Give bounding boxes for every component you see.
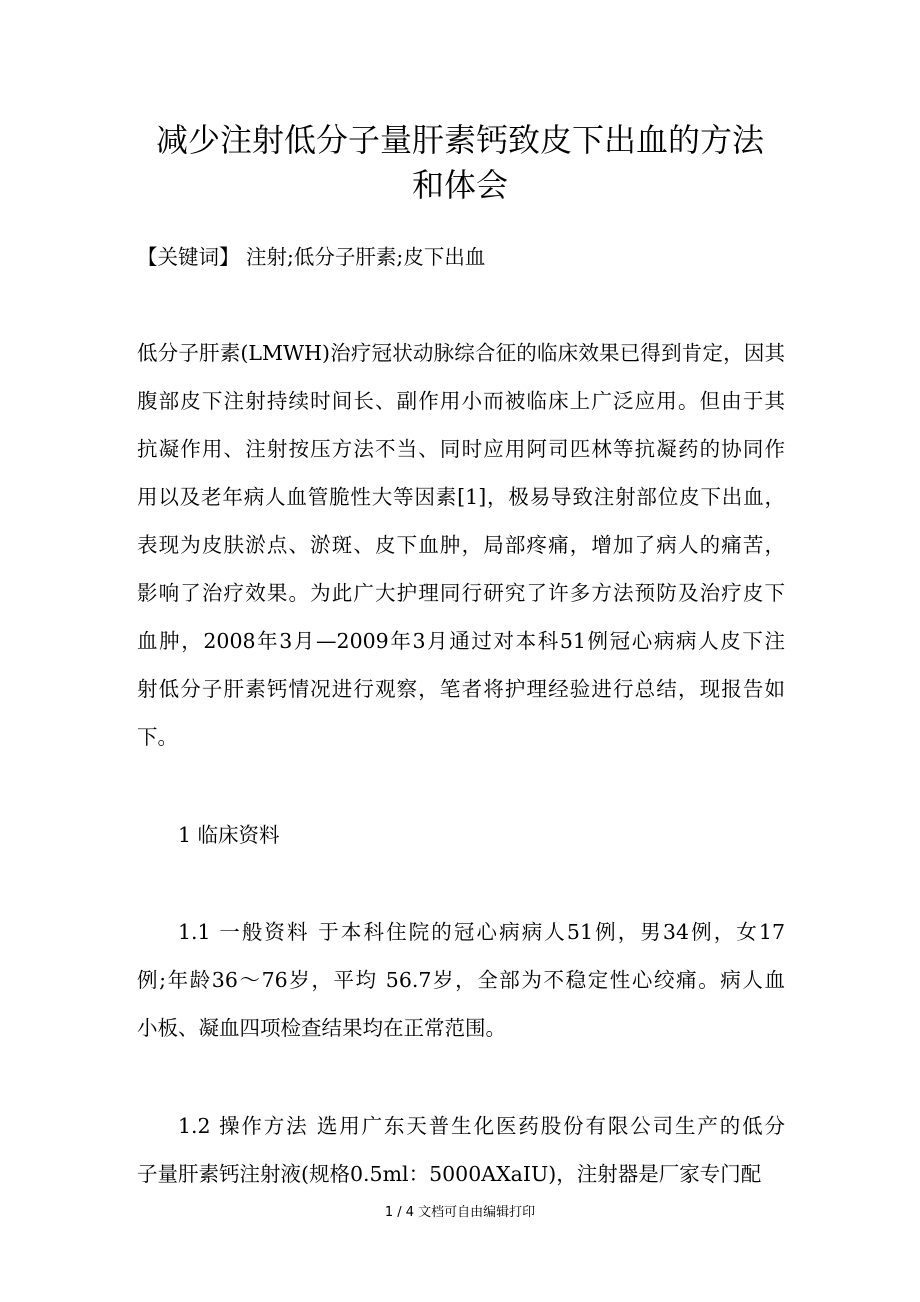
paragraph-line: 血肿，2008年3月—2009年3月通过对本科51例冠心病病人皮下注 (137, 629, 785, 653)
paragraph-line: 下。 (137, 725, 178, 749)
document-title-line-1: 减少注射低分子量肝素钙致皮下出血的方法 (155, 121, 764, 159)
page-footer: 1 / 4 文档可自由编辑打印 (384, 1205, 536, 1220)
section-heading: 1 临床资料 (178, 823, 280, 847)
paragraph-line: 1.2 操作方法 选用广东天普生化医药股份有限公司生产的低分 (178, 1114, 785, 1138)
paragraph-line: 1.1 一般资料 于本科住院的冠心病病人51例，男34例，女17 (178, 920, 785, 944)
paragraph-line: 表现为皮肤淤点、淤斑、皮下血肿，局部疼痛，增加了病人的痛苦， (137, 533, 785, 557)
paragraph-line: 子量肝素钙注射液(规格0.5ml：5000AXaIU)，注射器是厂家专门配 (137, 1162, 762, 1186)
paragraph-line: 抗凝作用、注射按压方法不当、同时应用阿司匹林等抗凝药的协同作 (137, 437, 785, 461)
paragraph-line: 射低分子肝素钙情况进行观察，笔者将护理经验进行总结，现报告如 (137, 677, 785, 701)
paragraph-line: 低分子肝素(LMWH)治疗冠状动脉综合征的临床效果已得到肯定，因其 (137, 341, 785, 365)
document-title-line-2: 和体会 (411, 166, 508, 204)
paragraph-line: 例;年龄36～76岁，平均 56.7岁，全部为不稳定性心绞痛。病人血 (137, 968, 785, 992)
paragraph-line: 影响了治疗效果。为此广大护理同行研究了许多方法预防及治疗皮下 (137, 581, 785, 605)
paragraph-line: 用以及老年病人血管脆性大等因素[1]，极易导致注射部位皮下出血， (137, 485, 785, 509)
keywords (137, 243, 785, 271)
keywords-label: 【关键词】 (137, 245, 240, 269)
keywords-value: 注射;低分子肝素;皮下出血 (239, 245, 486, 269)
paragraph-line: 小板、凝血四项检查结果均在正常范围。 (137, 1016, 506, 1040)
paragraph-line: 腹部皮下注射持续时间长、副作用小而被临床上广泛应用。但由于其 (137, 389, 785, 413)
